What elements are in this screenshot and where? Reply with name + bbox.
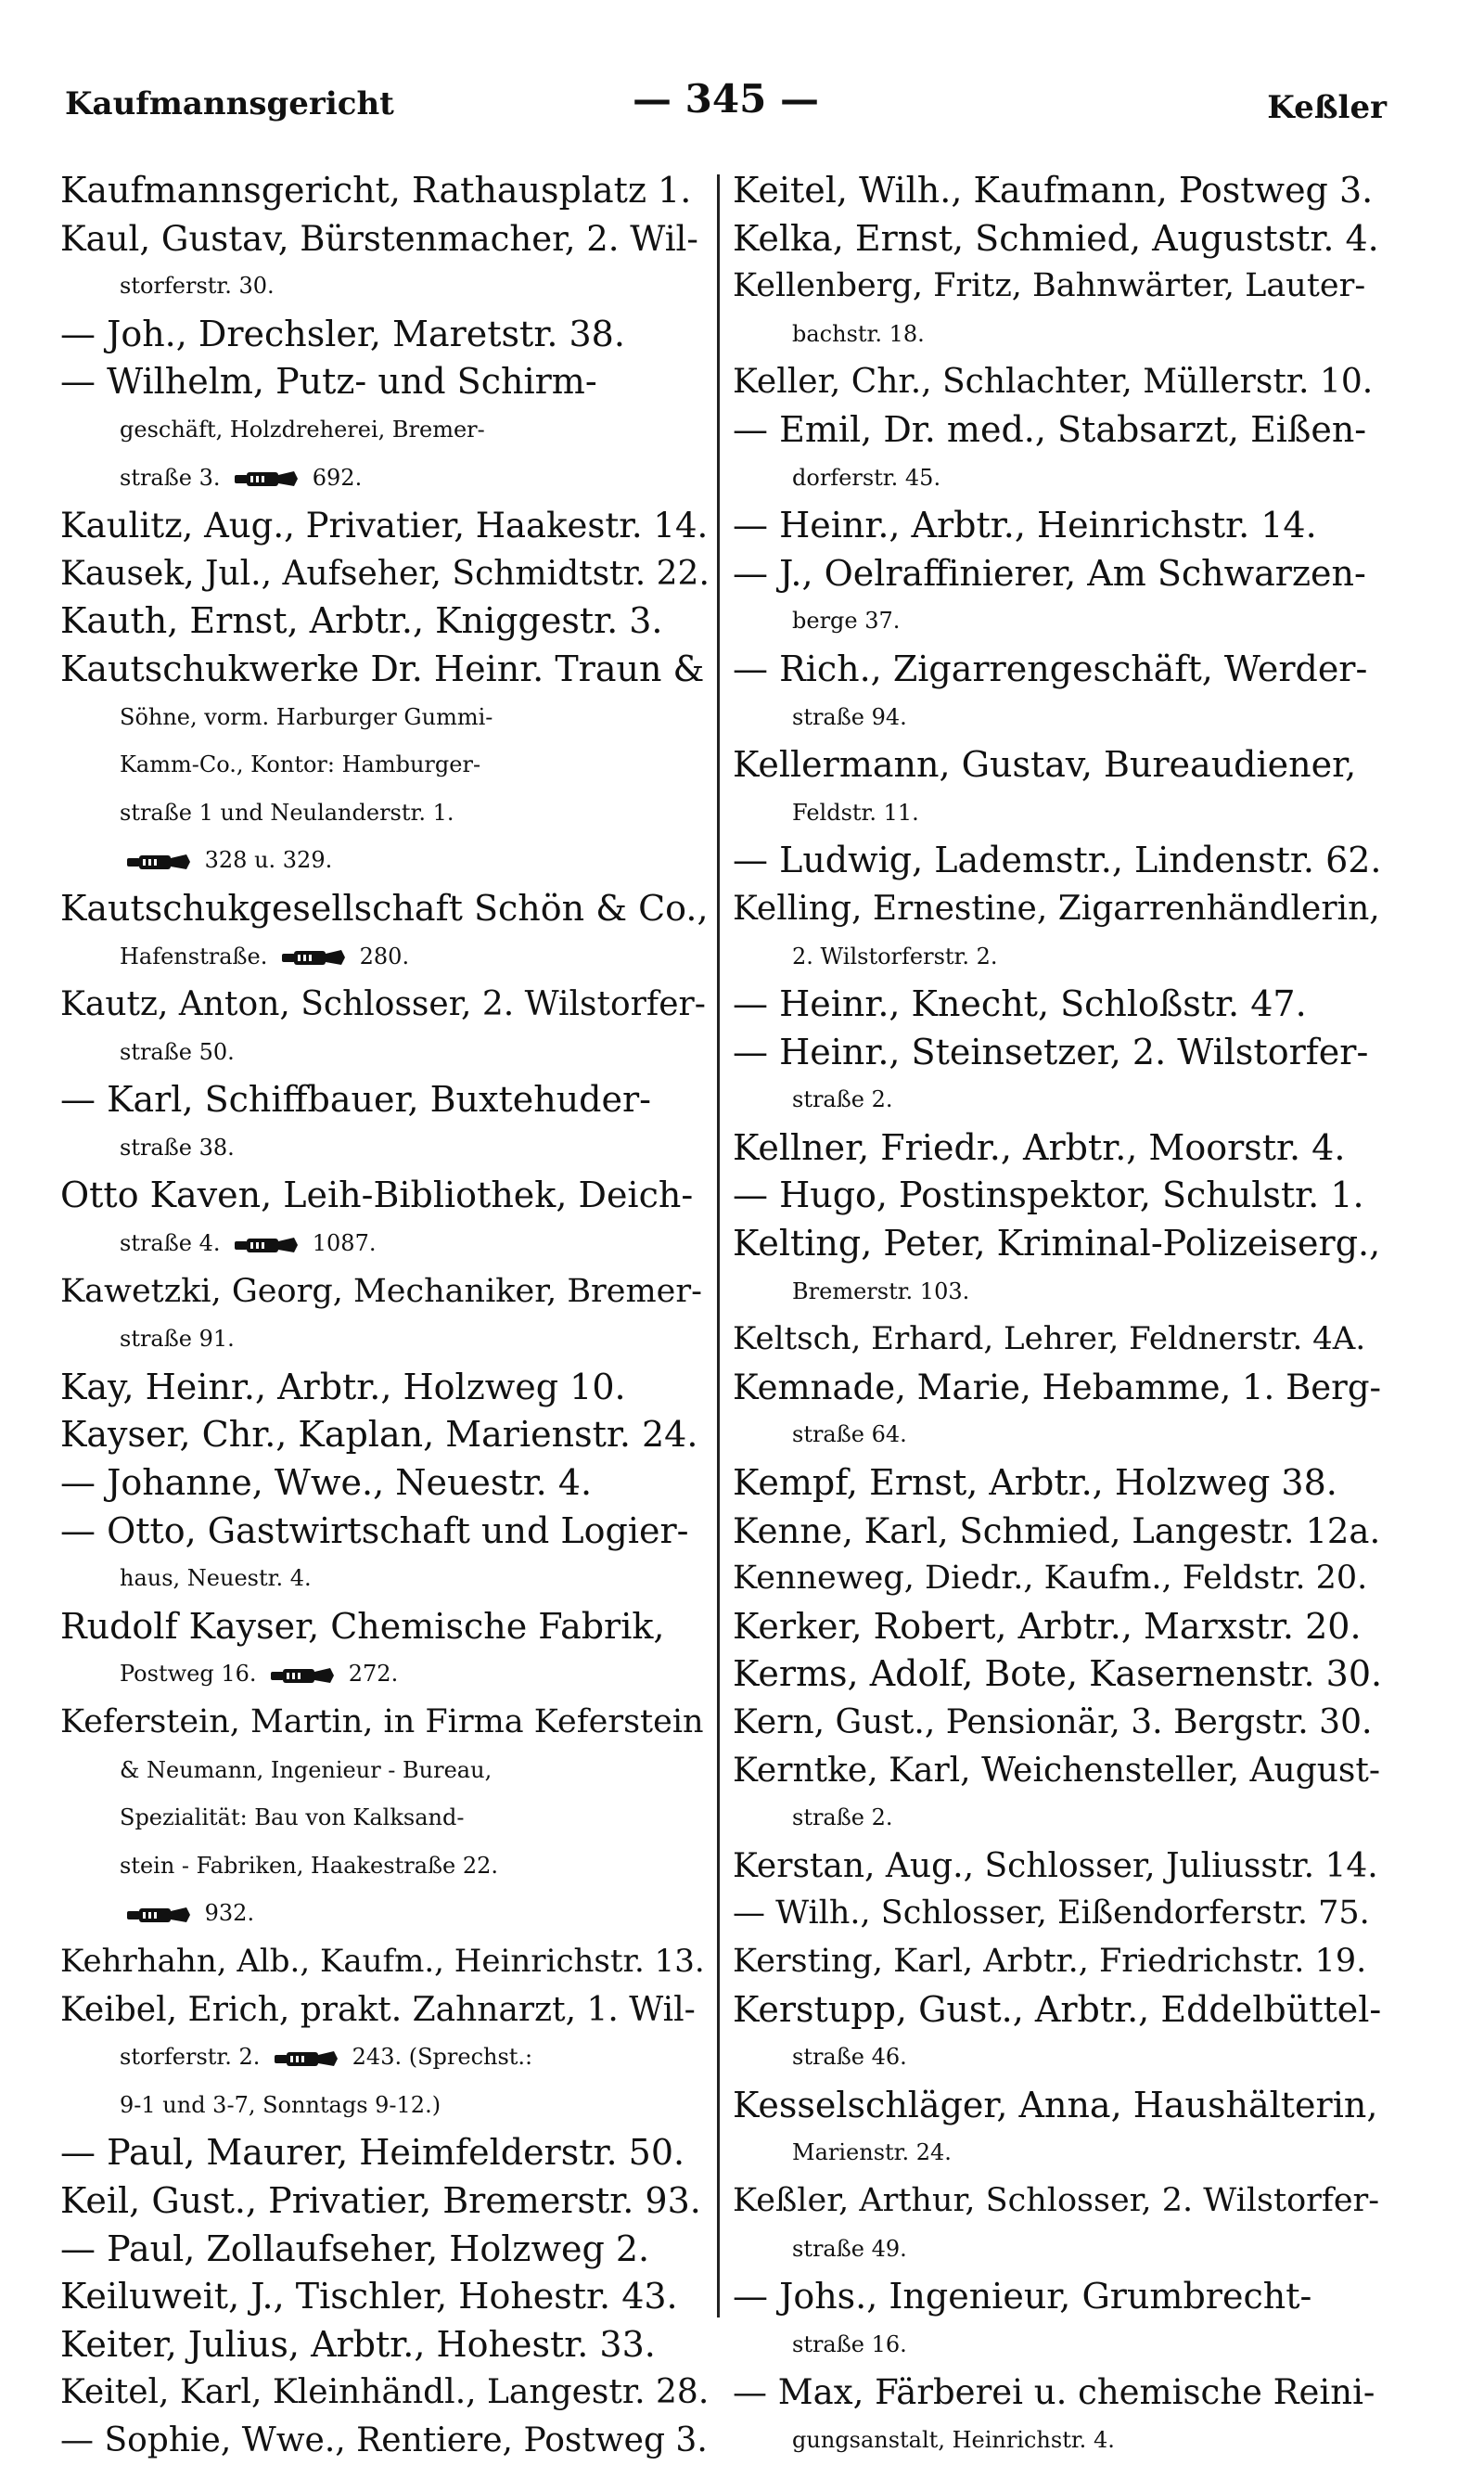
header-right-keyword: Keßler [1267,89,1387,126]
directory-entry [60,167,710,215]
directory-entry [733,1508,1382,1556]
entry-continuation-line: straße 49. [792,2235,907,2262]
directory-entry [733,1842,1382,1891]
entry-continuation-line: 9-1 und 3-7, Sonntags 9-12.) [120,2091,441,2118]
entry-line: Kesselschläger, Anna, Haushälterin, [733,2084,1378,2125]
directory-entry [60,358,710,502]
directory-entry [733,2082,1382,2177]
telephone-icon [233,468,300,490]
entry-line: Keferstein, Martin, in Firma Keferstein [60,1703,704,1740]
directory-entry [733,550,1382,646]
entry-continuation-line: straße 64. [792,1421,907,1448]
entry-continuation-line: Söhne, vorm. Harburger Gummi- [120,703,493,730]
directory-entry [733,215,1382,263]
entry-continuation-line: storferstr. 2. 243. (Sprechst.: [120,2044,533,2071]
entry-continuation-line: straße 94. [792,703,907,730]
entry-line: Rudolf Kayser, Chemische Fabrik, [60,1605,665,1647]
directory-entry [60,1603,710,1699]
entry-line: Kelting, Peter, Kriminal-Polizeiserg., [733,1223,1381,1265]
entry-line: — Rich., Zigarrengeschäft, Werder- [733,648,1368,689]
entry-continuation-line: Hafenstraße. 280. [120,943,410,969]
directory-entry [60,597,710,646]
entry-continuation-line: Marienstr. 24. [792,2139,952,2166]
entry-line: — Joh., Drechsler, Maretstr. 38. [60,313,625,354]
directory-entry [60,502,710,550]
entry-continuation-line: geschäft, Holzdreherei, Bremer- [120,416,485,443]
directory-entry [60,1268,710,1364]
entry-line: Kaulitz, Aug., Privatier, Haakestr. 14. [60,506,709,546]
entry-line: Kersting, Karl, Arbtr., Friedrichstr. 19. [733,1942,1367,1980]
telephone-icon [125,1904,192,1926]
entry-continuation-line: 328 u. 329. [60,837,710,885]
directory-entry [60,1172,710,1267]
entry-line: Kern, Gust., Pensionär, 3. Bergstr. 30. [733,1703,1373,1741]
entry-line: Kawetzki, Georg, Mechaniker, Bremer- [60,1272,702,1310]
entry-continuation-line: 2. Wilstorferstr. 2. [792,943,998,969]
entry-line: Kautz, Anton, Schlosser, 2. Wilstorfer- [60,985,706,1024]
directory-entry [733,1316,1382,1364]
entry-line: Keitel, Karl, Kleinhändl., Langestr. 28. [60,2373,710,2412]
entry-line: Keitel, Wilh., Kaufmann, Postweg 3. [733,170,1374,211]
directory-entry [60,1411,710,1459]
entry-line: Keltsch, Erhard, Lehrer, Feldnerstr. 4A. [733,1320,1366,1358]
entry-line: Keiluweit, J., Tischler, Hohestr. 43. [60,2276,678,2317]
entry-line: — Johs., Ingenieur, Grumbrecht- [733,2276,1312,2317]
directory-entry [60,1076,710,1172]
entry-line: Kellenberg, Fritz, Bahnwärter, Lauter- [733,267,1366,305]
entry-line: — Karl, Schiffbauer, Buxtehuder- [60,1079,651,1121]
directory-entry [733,1603,1382,1651]
entry-line: — Paul, Zollaufseher, Holzweg 2. [60,2227,650,2269]
entry-line: Kautschukwerke Dr. Heinr. Traun & [60,648,705,689]
directory-entry [733,1555,1382,1603]
entry-line: Keller, Chr., Schlachter, Müllerstr. 10. [733,363,1374,402]
entry-continuation-line: straße 2. [792,1086,893,1113]
directory-entry [60,2273,710,2321]
telephone-icon [233,1234,300,1256]
directory-entry [733,1938,1382,1986]
directory-entry [60,646,710,885]
directory-entry [733,837,1382,885]
entry-continuation-line: straße 1 und Neulanderstr. 1. [120,799,454,826]
directory-entry [60,1938,710,1986]
directory-entry [733,1890,1382,1938]
entry-line: Kellermann, Gustav, Bureaudiener, [733,744,1357,786]
entry-line: Kerms, Adolf, Bote, Kasernenstr. 30. [733,1653,1383,1695]
entry-line: Kerntke, Karl, Weichensteller, August- [733,1751,1381,1790]
directory-entry [733,1747,1382,1842]
directory-entry [733,1986,1382,2082]
entry-line: Kenne, Karl, Schmied, Langestr. 12a. [733,1510,1381,1551]
directory-entry [733,1459,1382,1508]
entry-line: Kellner, Friedr., Arbtr., Moorstr. 4. [733,1126,1346,1168]
entry-continuation-line: haus, Neuestr. 4. [120,1565,312,1592]
entry-continuation-line: straße 3. 692. [120,464,363,491]
directory-entry [733,1699,1382,1747]
entry-line: Kaul, Gustav, Bürstenmacher, 2. Wil- [60,218,698,259]
directory-entry [733,981,1382,1029]
entry-line: Keiter, Julius, Arbtr., Hohestr. 33. [60,2323,656,2365]
entry-continuation-line: straße 38. [120,1134,235,1161]
entry-line: — Heinr., Arbtr., Heinrichstr. 14. [733,505,1317,546]
directory-entry [733,1029,1382,1124]
entry-line: — Johanne, Wwe., Neuestr. 4. [60,1462,593,1504]
entry-line: Kerstan, Aug., Schlosser, Juliusstr. 14. [733,1846,1378,1885]
entry-line: — Ludwig, Lademstr., Lindenstr. 62. [733,840,1382,881]
entry-line: Kaufmannsgericht, Rathausplatz 1. [60,170,692,211]
entry-line: Kelling, Ernestine, Zigarrenhändlerin, [733,889,1380,928]
directory-entry [733,1172,1382,1220]
entry-line: Kerstupp, Gust., Arbtr., Eddelbüttel- [733,1988,1382,2030]
telephone-icon [125,851,192,873]
entry-continuation-line: straße 4. 1087. [120,1230,377,1257]
entry-continuation-line: 932. [60,1890,710,1938]
left-column [60,167,710,2465]
entry-continuation-line: dorferstr. 45. [792,464,941,491]
entry-continuation-line: straße 2. [792,1804,893,1831]
entry-line: — Paul, Maurer, Heimfelderstr. 50. [60,2132,685,2174]
directory-entry [733,1220,1382,1316]
entry-line: Kerker, Robert, Arbtr., Marxstr. 20. [733,1605,1362,1647]
directory-entry [60,311,710,359]
telephone-icon [273,2048,339,2070]
entry-line: Kemnade, Marie, Hebamme, 1. Berg- [733,1367,1382,1407]
telephone-icon [280,946,347,969]
entry-continuation-line: Bremerstr. 103. [792,1277,970,1304]
directory-entry [733,1124,1382,1173]
directory-entry [60,885,710,981]
directory-entry [733,406,1382,502]
entry-continuation-line: stein - Fabriken, Haakestraße 22. [120,1852,499,1879]
entry-line: — Otto, Gastwirtschaft und Logier- [60,1509,689,1551]
directory-entry [733,167,1382,215]
page-header [65,76,1387,132]
entry-continuation-line: straße 50. [120,1038,235,1065]
entry-continuation-line: gungsanstalt, Heinrichstr. 4. [792,2426,1115,2453]
entry-line: — J., Oelraffinierer, Am Schwarzen- [733,552,1366,594]
entry-line: — Wilh., Schlosser, Eißendorferstr. 75. [733,1894,1370,1932]
entry-continuation-line: storferstr. 30. [120,273,275,300]
directory-entry [733,502,1382,550]
directory-entry [60,2129,710,2177]
directory-entry [60,550,710,598]
right-column [733,167,1382,2465]
directory-entry [733,2369,1382,2464]
entry-line: — Emil, Dr. med., Stabsarzt, Eißen- [733,408,1367,450]
directory-entry [733,1650,1382,1699]
entry-line: Kautschukgesellschaft Schön & Co., [60,887,709,929]
entry-line: Keßler, Arthur, Schlosser, 2. Wilstorfer- [733,2181,1380,2219]
directory-entry [733,358,1382,406]
entry-line: Kausek, Jul., Aufseher, Schmidtstr. 22. [60,554,710,593]
directory-entry [60,2226,710,2274]
entry-line: Kempf, Ernst, Arbtr., Holzweg 38. [733,1462,1337,1504]
header-left-keyword: Kaufmannsgericht [65,85,394,122]
entry-continuation-line: straße 46. [792,2044,907,2071]
entry-continuation-line: berge 37. [792,608,901,635]
entry-continuation-line: & Neumann, Ingenieur - Bureau, [120,1756,493,1783]
column-divider [717,174,720,2317]
entry-line: Keil, Gust., Privatier, Bremerstr. 93. [60,2179,701,2221]
entry-line: — Hugo, Postinspektor, Schulstr. 1. [733,1175,1364,1216]
directory-entry [60,1508,710,1603]
entry-line: — Heinr., Steinsetzer, 2. Wilstorfer- [733,1031,1369,1072]
directory-entry [60,215,710,311]
directory-entry [60,1986,710,2130]
entry-continuation-line: Kamm-Co., Kontor: Hamburger- [120,751,481,778]
directory-entry [60,2369,710,2417]
entry-line: Kayser, Chr., Kaplan, Marienstr. 24. [60,1414,698,1456]
entry-continuation-line: Spezialität: Bau von Kalksand- [120,1804,465,1831]
directory-entry [733,2273,1382,2369]
entry-line: Kay, Heinr., Arbtr., Holzweg 10. [60,1366,626,1407]
entry-line: — Max, Färberei u. chemische Reini- [733,2372,1375,2413]
directory-entry [60,981,710,1076]
entry-continuation-line: Feldstr. 11. [792,799,919,826]
entry-line: Keibel, Erich, prakt. Zahnarzt, 1. Wil- [60,1990,696,2029]
directory-entry [733,1364,1382,1459]
entry-line: Kelka, Ernst, Schmied, Auguststr. 4. [733,217,1379,259]
directory-entry [60,1364,710,1412]
directory-entry [60,2417,710,2465]
entry-continuation-line: bachstr. 18. [792,320,925,347]
directory-entry [733,2177,1382,2273]
directory-entry [60,2321,710,2369]
directory-entry [60,2177,710,2226]
directory-entry [733,741,1382,837]
page-number: — 345 — [633,76,819,122]
entry-line: — Sophie, Wwe., Rentiere, Postweg 3. [60,2420,708,2459]
entry-line: Kehrhahn, Alb., Kaufm., Heinrichstr. 13. [60,1942,705,1980]
directory-entry [60,1699,710,1938]
entry-continuation-line: straße 91. [120,1326,235,1353]
entry-line: Kauth, Ernst, Arbtr., Kniggestr. 3. [60,600,663,642]
directory-entry [733,263,1382,358]
directory-entry [60,1459,710,1508]
entry-line: Otto Kaven, Leih-Bibliothek, Deich- [60,1175,694,1216]
entry-line: — Heinr., Knecht, Schloßstr. 47. [733,983,1307,1025]
directory-entry [733,885,1382,981]
entry-continuation-line: straße 16. [792,2330,907,2357]
directory-entry [733,646,1382,741]
telephone-icon [269,1664,336,1687]
entry-line: Kenneweg, Diedr., Kaufm., Feldstr. 20. [733,1560,1368,1598]
entry-continuation-line: Postweg 16. 272. [120,1661,399,1688]
entry-line: — Wilhelm, Putz- und Schirm- [60,361,597,403]
